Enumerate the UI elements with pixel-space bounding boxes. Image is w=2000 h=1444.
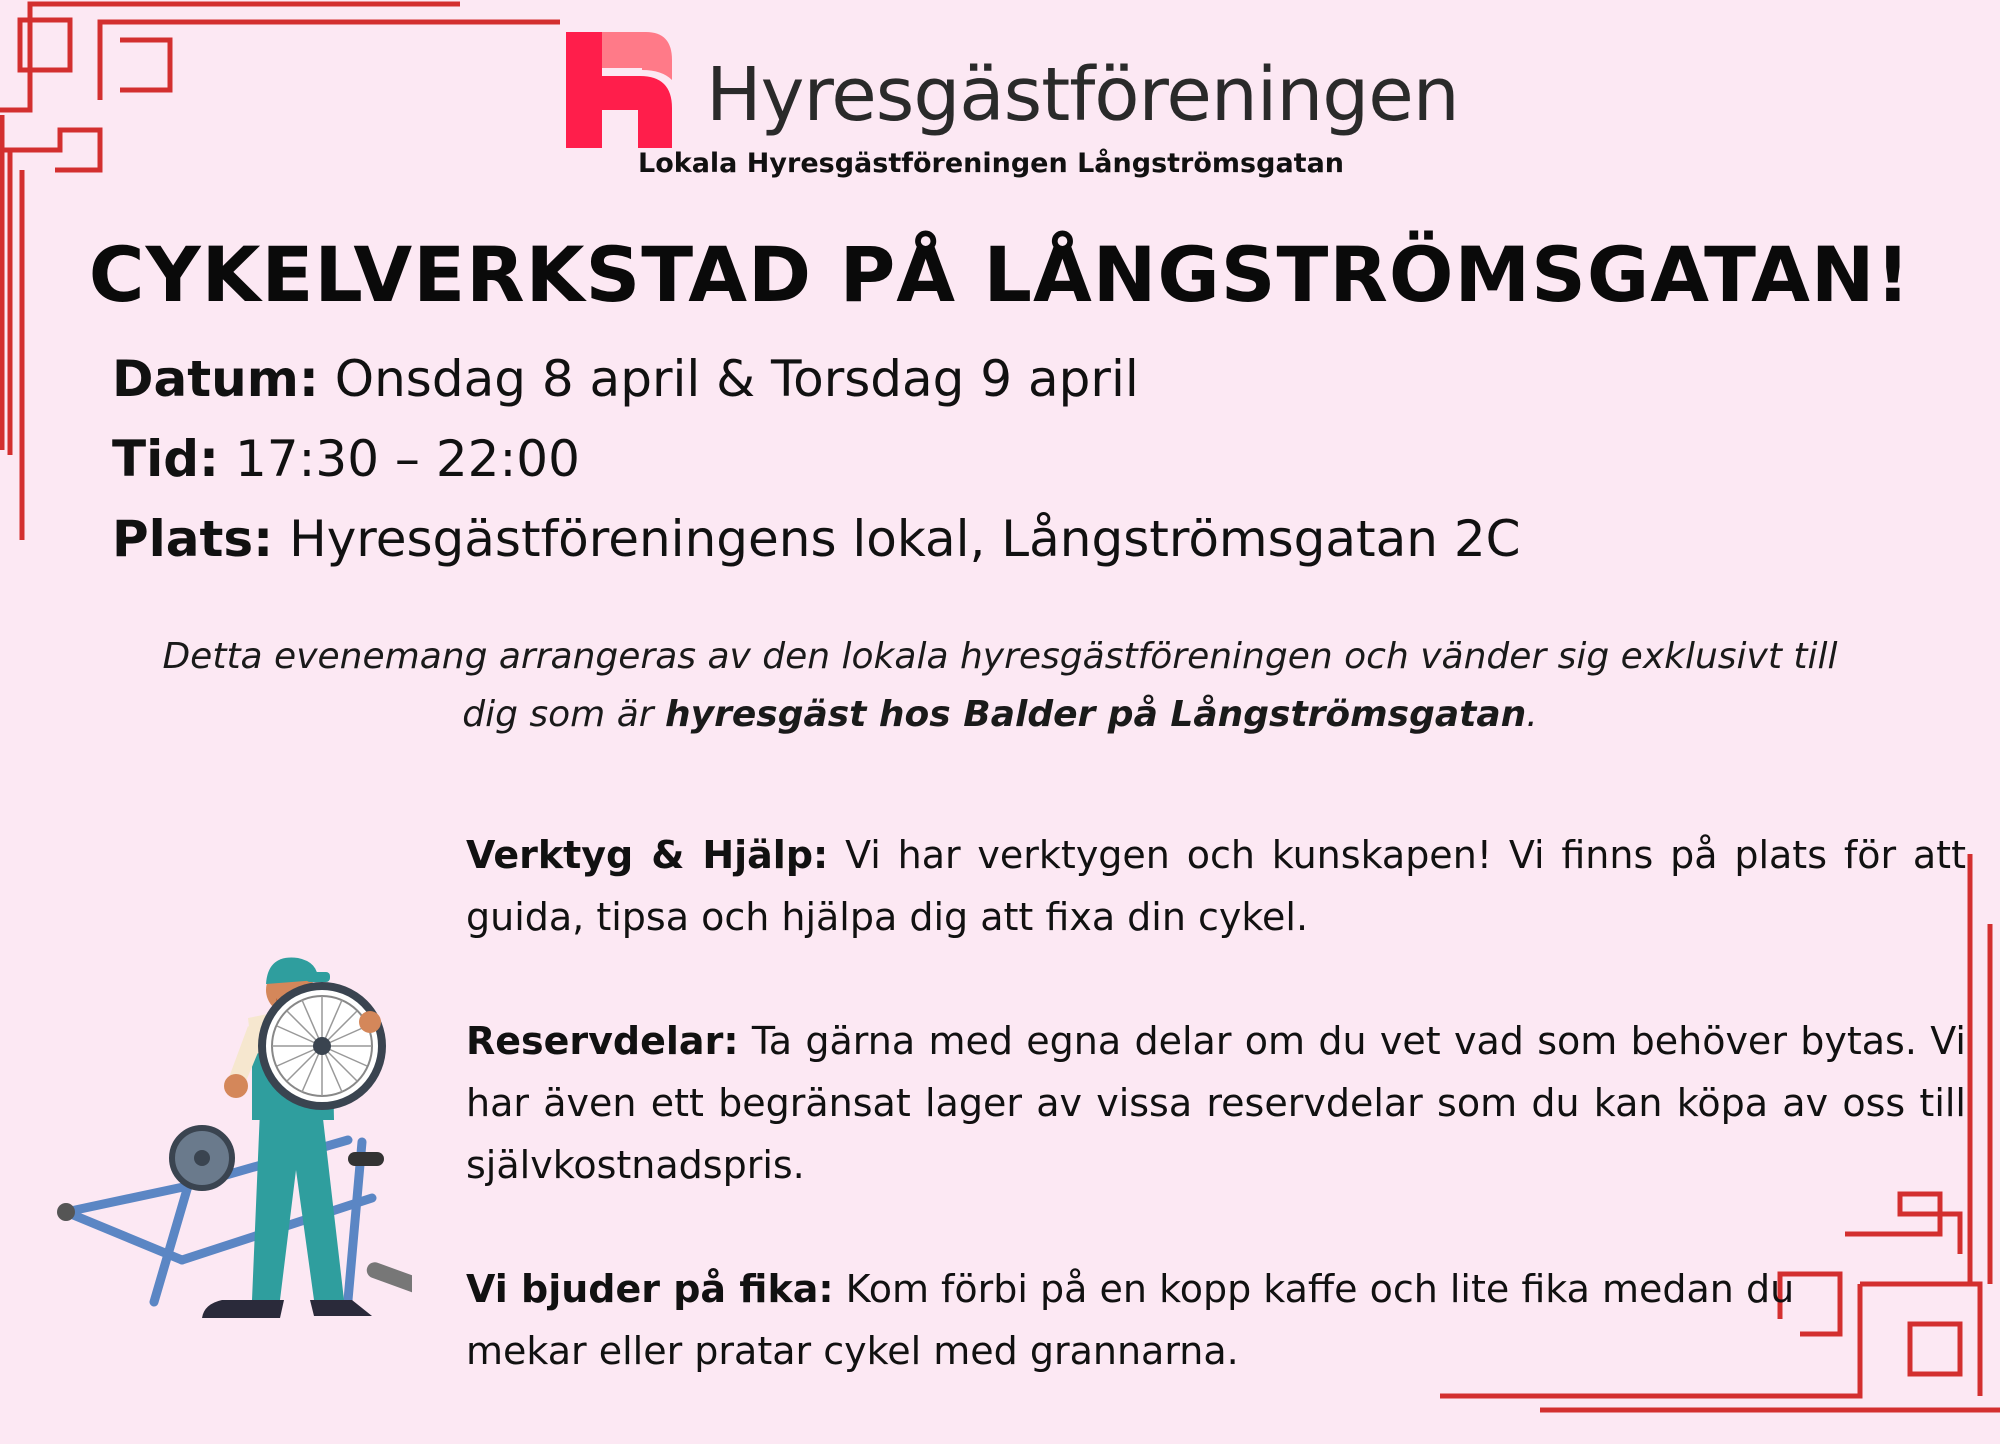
- time-label: Tid:: [112, 430, 220, 488]
- time-value: 17:30 – 22:00: [234, 430, 580, 488]
- intro-text-bold: hyresgäst hos Balder på Långströmsgatan: [665, 694, 1527, 735]
- feature-label: Reservdelar:: [466, 1019, 739, 1063]
- brand-logo: [566, 30, 1459, 180]
- event-intro: [150, 628, 1850, 744]
- feature-list: [466, 824, 1966, 1444]
- hyresgastforeningen-h-logo-icon: [566, 30, 676, 150]
- event-date: [112, 350, 1139, 408]
- event-place: [112, 510, 1521, 568]
- event-time: [112, 430, 580, 488]
- date-value: Onsdag 8 april & Torsdag 9 april: [334, 350, 1139, 408]
- intro-text-start: Detta evenemang arrangeras av den lokala hyresgästföreningen och vänder sig exklusivt till dig som är: [162, 636, 1838, 735]
- event-headline: CYKELVERKSTAD PÅ LÅNGSTRÖMSGATAN!: [88, 230, 1912, 319]
- feature-fika: [466, 1258, 1846, 1382]
- bike-mechanic-illustration: [52, 930, 412, 1330]
- brand-name: Hyresgästföreningen: [706, 52, 1459, 138]
- feature-tools: [466, 824, 1966, 948]
- intro-text-end: .: [1526, 694, 1538, 735]
- feature-label: Verktyg & Hjälp:: [466, 833, 829, 877]
- place-label: Plats:: [112, 510, 274, 568]
- place-value: Hyresgästföreningens lokal, Långströmsgatan 2C: [289, 510, 1521, 568]
- feature-text: Kom förbi på en kopp kaffe och lite fika medan du mekar eller pratar cykel med grannarna.: [466, 1267, 1795, 1373]
- feature-spare-parts: [466, 1010, 1966, 1196]
- feature-label: Vi bjuder på fika:: [466, 1267, 834, 1311]
- feature-text: Vi har verktygen och kunskapen! Vi finns på plats för att guida, tipsa och hjälpa dig att fixa din cykel.: [466, 833, 1966, 939]
- date-label: Datum:: [112, 350, 319, 408]
- brand-subtitle: Lokala Hyresgästföreningen Långströmsgatan: [638, 148, 1345, 179]
- feature-text: Ta gärna med egna delar om du vet vad som behöver bytas. Vi har även ett begränsat lager av vissa reservdelar som du kan köpa av oss till självkostnadspris.: [466, 1019, 1966, 1187]
